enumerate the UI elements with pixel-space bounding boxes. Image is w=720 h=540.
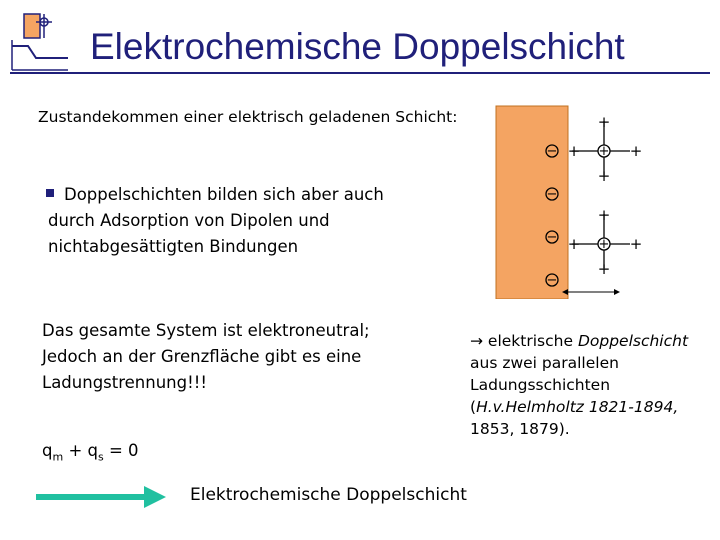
dipole-plus-bottom: +: [597, 167, 611, 185]
dipole-plus-bottom: +: [597, 260, 611, 278]
dipole-center-sign: +: [598, 237, 610, 252]
surface-charge-minus-sign: −: [546, 273, 558, 288]
dipole-center-sign: +: [598, 144, 610, 159]
description-line: 1853, 1879).: [470, 420, 570, 438]
bullet-text: Doppelschichten bilden sich aber auch: [64, 185, 384, 204]
dipole-plus-right: +: [629, 142, 643, 160]
arrow-right-icon: →: [470, 332, 483, 350]
dipole-plus-right: +: [629, 235, 643, 253]
teal-arrow-icon: [36, 482, 166, 512]
footer-label: Elektrochemische Doppelschicht: [190, 485, 467, 505]
logo-icon: [8, 10, 72, 74]
description-line: Ladungsschichten: [470, 376, 611, 394]
surface-charge-minus-sign: −: [546, 187, 558, 202]
electrode: [496, 106, 568, 299]
bullet-paragraph: [48, 182, 384, 260]
dipole-plus-top: +: [597, 206, 611, 224]
dipole-plus-left: +: [567, 235, 581, 253]
description-line: aus zwei parallelen: [470, 354, 619, 372]
paragraph-line: Ladungstrennung!!!: [42, 373, 207, 392]
surface-charge-minus-sign: −: [546, 144, 558, 159]
dipole-plus-top: +: [597, 113, 611, 131]
title-divider: [10, 72, 710, 74]
paragraph-line: Das gesamte System ist elektroneutral;: [42, 321, 370, 340]
bullet-line: nichtabgesättigten Bindungen: [48, 237, 299, 256]
charge-equation: $q_m + q_s = 0$: [42, 441, 139, 464]
neutrality-paragraph: [42, 318, 370, 396]
bullet-line: durch Adsorption von Dipolen und: [48, 211, 330, 230]
page-title: Elektrochemische Doppelschicht: [90, 26, 625, 67]
paragraph-line: Jedoch an der Grenzfläche gibt es eine: [42, 347, 362, 366]
dipole-plus-left: +: [567, 142, 581, 160]
surface-charge-minus-sign: −: [546, 230, 558, 245]
description-line: (H.v.Helmholtz 1821-1894,: [470, 398, 679, 416]
description-line: → elektrische Doppelschicht: [470, 332, 689, 350]
bullet-line: [48, 182, 384, 208]
double-layer-diagram: [490, 104, 660, 299]
bullet-square-icon: [46, 189, 54, 197]
description-block: [470, 330, 688, 440]
subtitle: Zustandekommen einer elektrisch geladenen Schicht:: [38, 108, 458, 126]
